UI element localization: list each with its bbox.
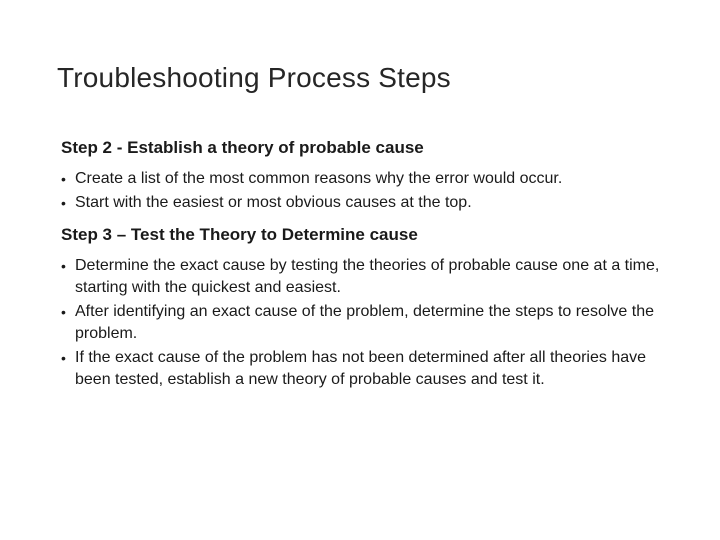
- bullet-icon: •: [61, 350, 66, 366]
- bullet-text: Determine the exact cause by testing the theories of probable cause one at a time, starting with the quickest and easiest.: [75, 257, 660, 296]
- bullet-list: [61, 168, 671, 214]
- section-heading: Step 2 - Establish a theory of probable cause: [61, 138, 424, 157]
- bullet-text: After identifying an exact cause of the problem, determine the steps to resolve the problem.: [75, 303, 654, 342]
- slide-content: [61, 136, 671, 393]
- list-item: [61, 192, 671, 214]
- list-item: [61, 255, 671, 299]
- bullet-text: If the exact cause of the problem has not been determined after all theories have been tested, establish a new theory of probable causes and test it.: [75, 349, 647, 388]
- bullet-icon: •: [61, 304, 66, 320]
- bullet-list: [61, 255, 671, 391]
- bullet-icon: •: [61, 171, 66, 187]
- bullet-icon: •: [61, 258, 66, 274]
- bullet-text: Start with the easiest or most obvious causes at the top.: [75, 194, 472, 211]
- list-item: [61, 301, 671, 345]
- list-item: [61, 347, 671, 391]
- section-step-3: [61, 223, 671, 391]
- section-heading: Step 3 – Test the Theory to Determine cause: [61, 225, 418, 244]
- bullet-text: Create a list of the most common reasons why the error would occur.: [75, 170, 563, 187]
- slide-title: Troubleshooting Process Steps: [57, 62, 451, 93]
- bullet-icon: •: [61, 195, 66, 211]
- list-item: [61, 168, 671, 190]
- section-step-2: [61, 136, 671, 214]
